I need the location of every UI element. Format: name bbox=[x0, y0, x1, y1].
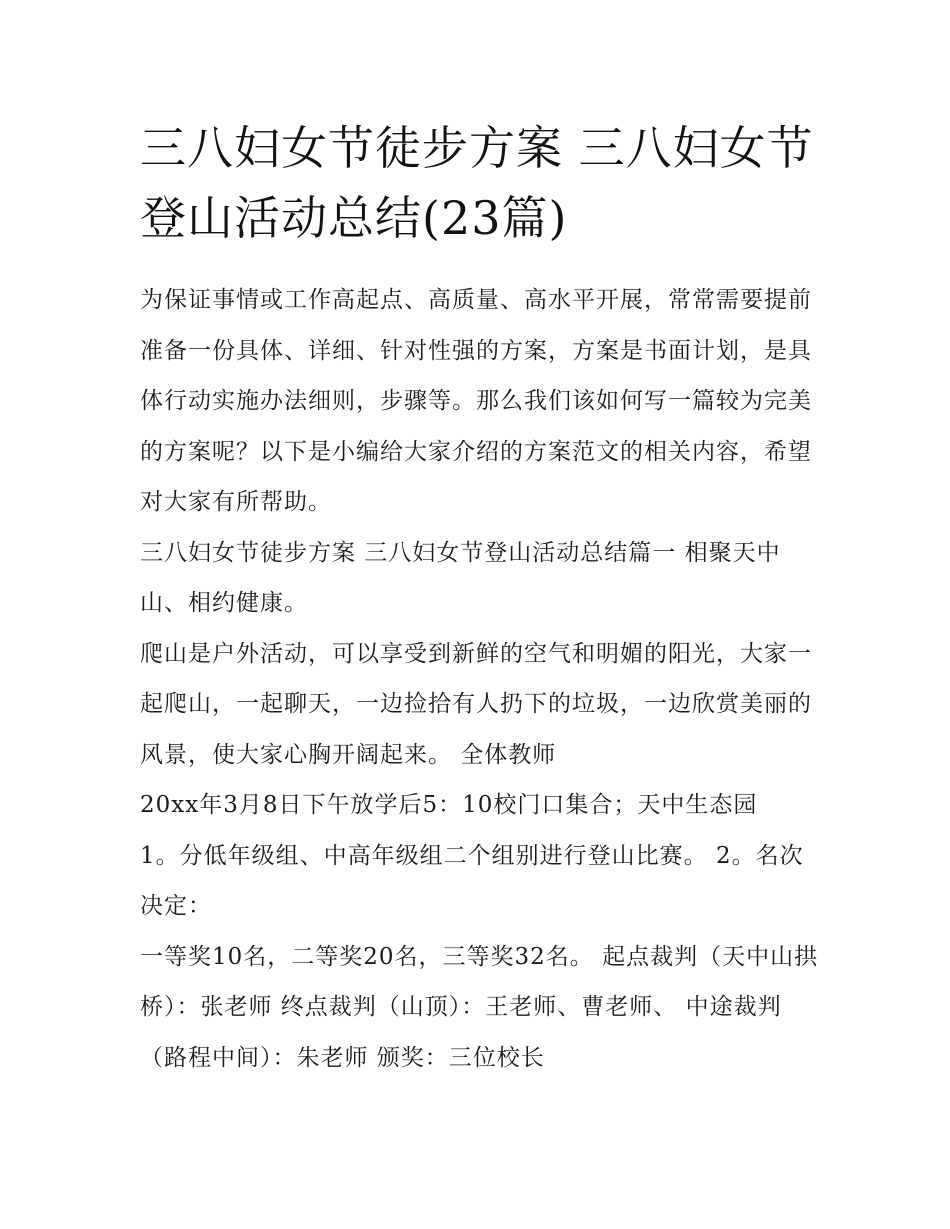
paragraph-competition-rules: 1。分低年级组、中高年级组二个组别进行登山比赛。 2。名次决定： bbox=[140, 842, 804, 919]
paragraph-activity-purpose: 爬山是户外活动，可以享受到新鲜的空气和明媚的阳光，大家一起爬山，一起聊天，一边捡拾有人扔下的垃圾，一边欣赏美丽的风景，使大家心胸开阔起来。 全体教师 bbox=[140, 640, 812, 768]
document-title: 三八妇女节徒步方案 三八妇女节登山活动总结(23篇) bbox=[140, 121, 814, 245]
paragraph-intro: 为保证事情或工作高起点、高质量、高水平开展，常常需要提前准备一份具体、详细、针对性强的方案，方案是书面计划，是具体行动实施办法细则，步骤等。那么我们该如何写一篇较为完美的方案呢？以下是小编给大家介绍的方案范文的相关内容，希望对大家有所帮助。 bbox=[140, 287, 812, 515]
paragraph-section-one-heading: 三八妇女节徒步方案 三八妇女节登山活动总结篇一 相聚天中山、相约健康。 bbox=[140, 539, 781, 616]
paragraph-time-place: 20xx年3月8日下午放学后5：10校门口集合；天中生态园 bbox=[140, 792, 758, 818]
document-page bbox=[140, 113, 820, 1083]
paragraph-awards-judges: 一等奖10名，二等奖20名，三等奖32名。 起点裁判（天中山拱桥）：张老师 终点裁判（山顶）：王老师、曹老师、 中途裁判（路程中间）：朱老师 颁奖：三位校长 bbox=[140, 943, 819, 1071]
